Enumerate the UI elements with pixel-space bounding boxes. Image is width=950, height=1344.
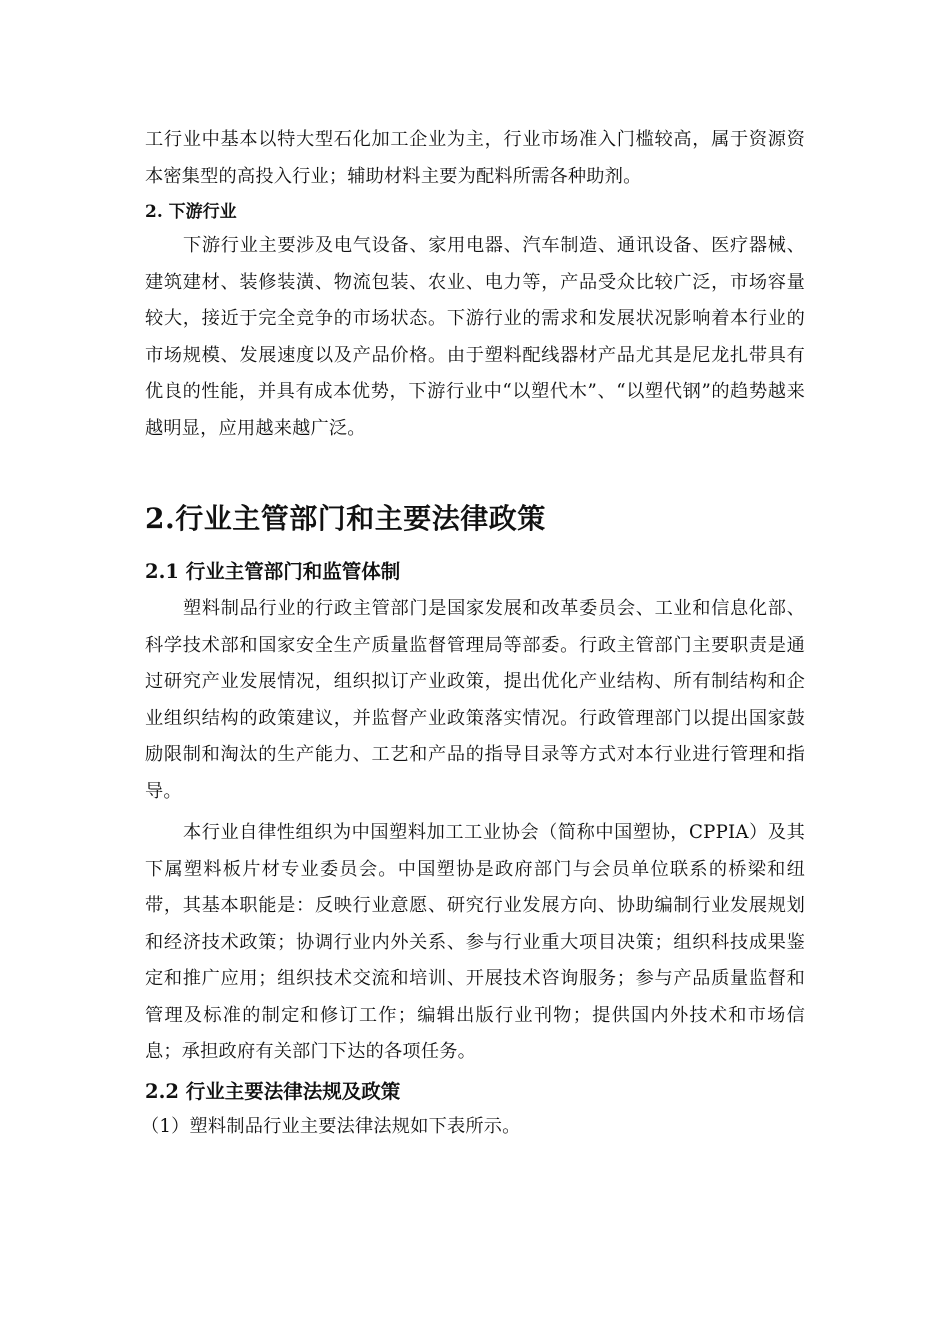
section-title-authority-and-policy: 2.行业主管部门和主要法律政策 [145,502,546,535]
paragraph-laws-table-intro: （1）塑料制品行业主要法律法规如下表所示。 [141,1116,521,1137]
paragraph-government-authority: 塑料制品行业的行政主管部门是国家发展和改革委员会、工业和信息化部、科学技术部和国家安全生产质量监督管理局等部委。行政主管部门主要职责是通过研究产业发展情况，组织拟订产业政策，提出优化产业结构、所有制结构和企业组织结构的政策建议，并监督产业政策落实情况。行政管理部门以提出国家鼓励限制和淘汰的生产能力、工艺和产品的指导目录等方式对本行业进行管理和指导。 [145,598,805,802]
paragraph-downstream-industry: 下游行业主要涉及电气设备、家用电器、汽车制造、通讯设备、医疗器械、建筑建材、装修装潢、物流包装、农业、电力等，产品受众比较广泛，市场容量较大，接近于完全竞争的市场状态。下游行业的需求和发展状况影响着本行业的市场规模、发展速度以及产品价格。由于塑料配线器材产品尤其是尼龙扎带具有优良的性能，并具有成本优势，下游行业中“以塑代木”、“以塑代钢”的趋势越来越明显，应用越来越广泛。 [145,235,805,439]
heading-downstream-industry: 2. 下游行业 [145,202,237,222]
paragraph-upstream-continued: 工行业中基本以特大型石化加工企业为主，行业市场准入门槛较高，属于资源资本密集型的高投入行业；辅助材料主要为配料所需各种助剂。 [145,129,805,187]
subsection-title-laws-and-policies: 2.2 行业主要法律法规及政策 [145,1080,401,1103]
subsection-title-regulatory-system: 2.1 行业主管部门和监管体制 [145,560,401,583]
paragraph-industry-association: 本行业自律性组织为中国塑料加工工业协会（简称中国塑协，CPPIA）及其下属塑料板片材专业委员会。中国塑协是政府部门与会员单位联系的桥梁和纽带，其基本职能是：反映行业意愿、研究行业发展方向、协助编制行业发展规划和经济技术政策；协调行业内外关系、参与行业重大项目决策；组织科技成果鉴定和推广应用；组织技术交流和培训、开展技术咨询服务；参与产品质量监督和管理及标准的制定和修订工作；编辑出版行业刊物；提供国内外技术和市场信息；承担政府有关部门下达的各项任务。 [145,822,805,1062]
